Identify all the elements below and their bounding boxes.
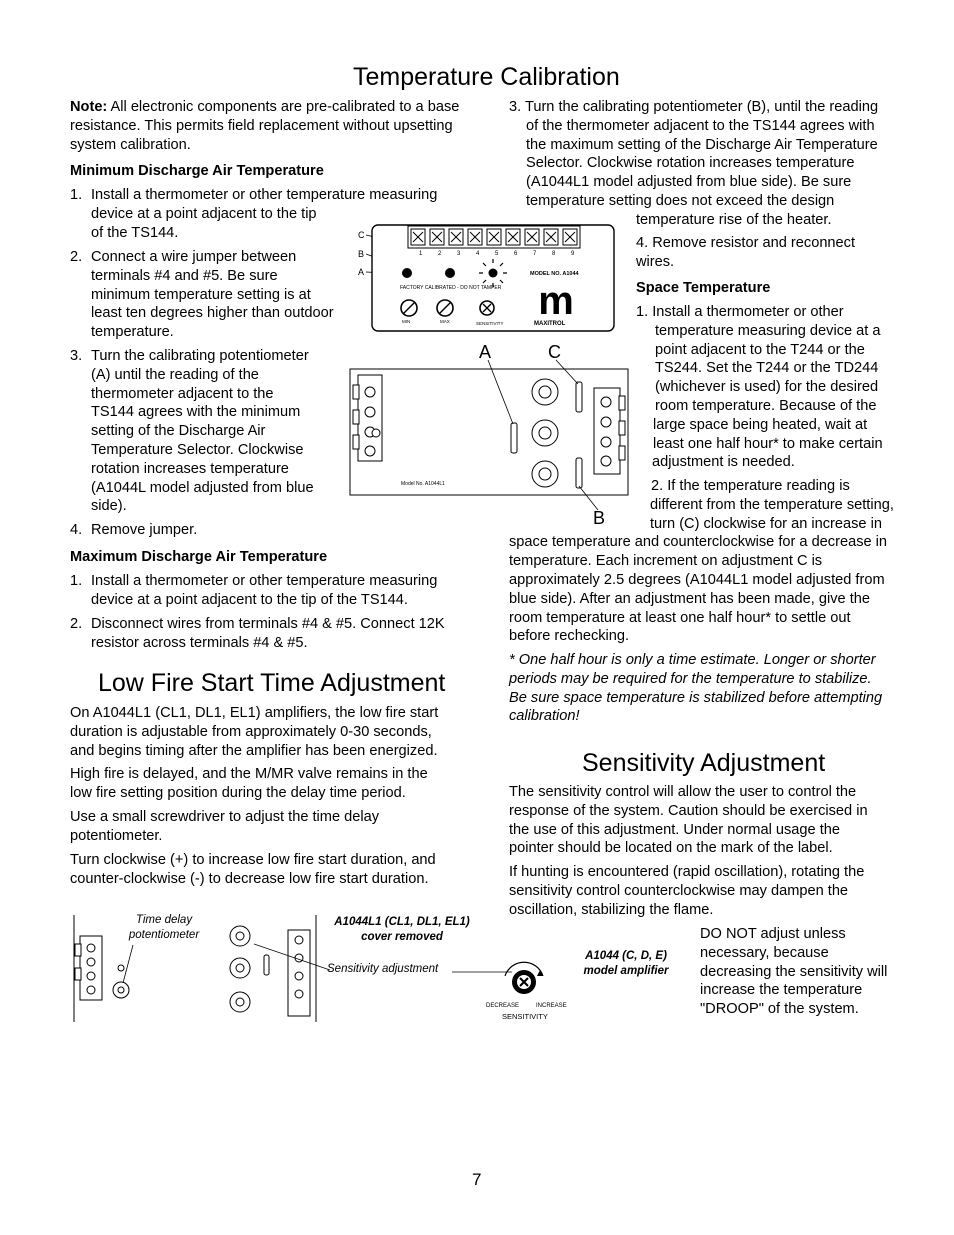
space-item-1: 1. Install a thermometer or other temperature measuring device at a point adjacent to the T244 or the TS244. Set the T244 or the TD244 (whichever is used) for the desired room temperature. Because of the large space being heated, wait at least one half hour* to make certain adjustment is needed. (636, 304, 883, 471)
note-paragraph: Note: All electronic components are pre-calibrated to a base resistance. This permits field replacement without upsetting system calibration. (70, 99, 460, 153)
svg-text:5: 5 (495, 251, 499, 257)
a1044-model-caption: A1044 (C, D, E) model amplifier (583, 950, 669, 977)
max-dial-icon (437, 300, 453, 316)
svg-text:8: 8 (552, 251, 556, 257)
heading-sensitivity-adjustment: Sensitivity Adjustment (582, 749, 826, 777)
cover-removed-caption: A1044L1 (CL1, DL1, EL1) cover removed (334, 916, 470, 943)
time-delay-pot-icon (113, 982, 129, 998)
min-discharge-heading: Minimum Discharge Air Temperature (70, 163, 324, 179)
pot-middle-icon (532, 420, 558, 446)
svg-text:SENSITIVITY: SENSITIVITY (476, 321, 504, 326)
heading-low-fire-start: Low Fire Start Time Adjustment (98, 669, 446, 697)
svg-text:2: 2 (438, 251, 442, 257)
min-item-2: 2. Connect a wire jumper between terminals #4 and #5. Be sure minimum temperature setting is at least ten degrees higher than outdoor temperature. (70, 249, 334, 341)
heading-temperature-calibration: Temperature Calibration (353, 63, 620, 91)
svg-text:4: 4 (476, 251, 480, 257)
bottom-pot-bottom-icon (230, 992, 250, 1012)
svg-text:FACTORY CALIBRATED - DO NOT TA: FACTORY CALIBRATED - DO NOT TAMPER (400, 285, 502, 291)
trimmer-c-icon (576, 382, 582, 412)
label-b-side: B (358, 249, 365, 259)
right-terminal-block (594, 388, 625, 474)
label-a: A (479, 342, 492, 362)
sensitivity-adjustment-caption: Sensitivity adjustment (327, 963, 439, 975)
half-hour-footnote: * One half hour is only a time estimate. Longer or shorter periods may be required for the temperature to stabilize. Be sure space temperature is stabilized before attempting calibration! (509, 652, 883, 725)
sensitivity-paragraph-1: The sensitivity control will allow the user to control the response of the system. Caution should be exercised in the use of this adjustment. Under normal usage the pointer should be located on the mark of the label. (509, 784, 868, 857)
sensitivity-knob-icon (505, 962, 543, 994)
led-b-icon (445, 268, 455, 278)
svg-text:3: 3 (457, 251, 461, 257)
label-c-side: C (358, 230, 365, 240)
svg-text:MODEL NO. A1044: MODEL NO. A1044 (530, 271, 579, 277)
led-a-icon (402, 268, 412, 278)
bottom-right-terminal-block (288, 930, 310, 1016)
min-item-1: 1. Install a thermometer or other temperature measuring device at a point adjacent to the tip of the TS144. (70, 187, 438, 241)
svg-text:1: 1 (419, 251, 423, 257)
min-item-3: 3. Turn the calibrating potentiometer (A) until the reading of the thermometer adjacent to the TS144 agrees with the minimum setting of the Discharge Air Temperature Selector. Clockwise rotation increases temperature (A1044L model adjusted from blue side). (70, 348, 314, 515)
sensitivity-dial-icon (480, 301, 494, 315)
maxitrol-logo-icon: m (538, 279, 574, 323)
min-item-4: 4. Remove jumper. (70, 522, 198, 538)
pot-bottom-icon (532, 461, 558, 487)
pot-top-icon (532, 379, 558, 405)
low-fire-paragraph-2: High fire is delayed, and the M/MR valve remains in the low fire setting position during the delay time period. (70, 766, 428, 801)
svg-text:Model No. A1044L1: Model No. A1044L1 (401, 481, 445, 487)
sensitivity-paragraph-2: If hunting is encountered (rapid oscillation), rotating the sensitivity control counterclockwise may dampen the oscillation, stabilizing the flame. (509, 864, 865, 918)
space-temperature-heading: Space Temperature (636, 280, 771, 296)
label-b: B (593, 508, 606, 528)
svg-text:MAXITROL: MAXITROL (534, 321, 566, 327)
droop-warning: DO NOT adjust unless necessary, because decreasing the sensitivity will increase the temperature "DROOP" of the system. (700, 926, 888, 1018)
trimmer-b-icon (576, 458, 582, 488)
sensitivity-trimmer-icon (264, 955, 269, 975)
max-item-4: 4. Remove resistor and reconnect wires. (636, 235, 856, 270)
svg-text:INCREASE: INCREASE (536, 1003, 567, 1009)
left-terminal-block (353, 375, 382, 461)
svg-text:9: 9 (571, 251, 575, 257)
max-item-1: 1. Install a thermometer or other temperature measuring device at a point adjacent to the tip of the TS144. (70, 573, 438, 608)
bottom-left-terminal-block (75, 936, 102, 1000)
svg-text:SENSITIVITY: SENSITIVITY (502, 1012, 548, 1021)
low-fire-paragraph-4: Turn clockwise (+) to increase low fire start duration, and counter-clockwise (-) to decrease low fire start duration. (70, 852, 436, 887)
trimmer-a-icon (511, 423, 517, 453)
max-item-3: 3. Turn the calibrating potentiometer (B), until the reading of the thermometer adjacent to the TS144 agrees with the maximum setting of the Discharge Air Temperature Selector. Clockwise rotation increases temperature (A1044L1 model adjusted from blue side). Be sure temperature setting does not exceed the design temperature rise of the heater. (509, 99, 879, 228)
note-label: Note: (70, 99, 108, 115)
label-c: C (548, 342, 561, 362)
svg-text:MAX: MAX (440, 319, 450, 324)
page-number: 7 (472, 1170, 482, 1189)
a1044-label-diagram (350, 222, 620, 334)
svg-text:7: 7 (533, 251, 537, 257)
low-fire-paragraph-1: On A1044L1 (CL1, DL1, EL1) amplifiers, the low fire start duration is adjustable from approximately 0-30 seconds, and begins timing after the amplifier has been energized. (70, 705, 439, 759)
max-item-2: 2. Disconnect wires from terminals #4 & #5. Connect 12K resistor across terminals #4 & #5. (70, 616, 445, 651)
low-fire-paragraph-3: Use a small screwdriver to adjust the time delay potentiometer. (70, 809, 380, 844)
label-a-side: A (358, 267, 365, 277)
min-dial-icon (401, 300, 417, 316)
screw-icon (372, 429, 380, 437)
bottom-pot-top-icon (230, 926, 250, 946)
bottom-pot-middle-icon (230, 958, 250, 978)
max-discharge-heading: Maximum Discharge Air Temperature (70, 549, 328, 565)
svg-text:6: 6 (514, 251, 518, 257)
svg-text:MIN: MIN (402, 319, 411, 324)
a1044l1-board-diagram (348, 340, 630, 528)
svg-text:DECREASE: DECREASE (486, 1003, 520, 1009)
screw-icon (118, 965, 124, 971)
terminal-strip (408, 226, 580, 248)
time-delay-caption: Time delay potentiometer (128, 914, 200, 941)
space-item-2: 2. If the temperature reading is different from the temperature setting, turn (C) clockwise for an increase in space temperature and counterclockwise for a decrease in temperature. Each increment on adjustment C is approximately 2.5 degrees (A1044L1 model adjusted from blue side). After an adjustment has been made, give the room temperature at least one half hour* to settle out before rechecking. (509, 478, 894, 645)
